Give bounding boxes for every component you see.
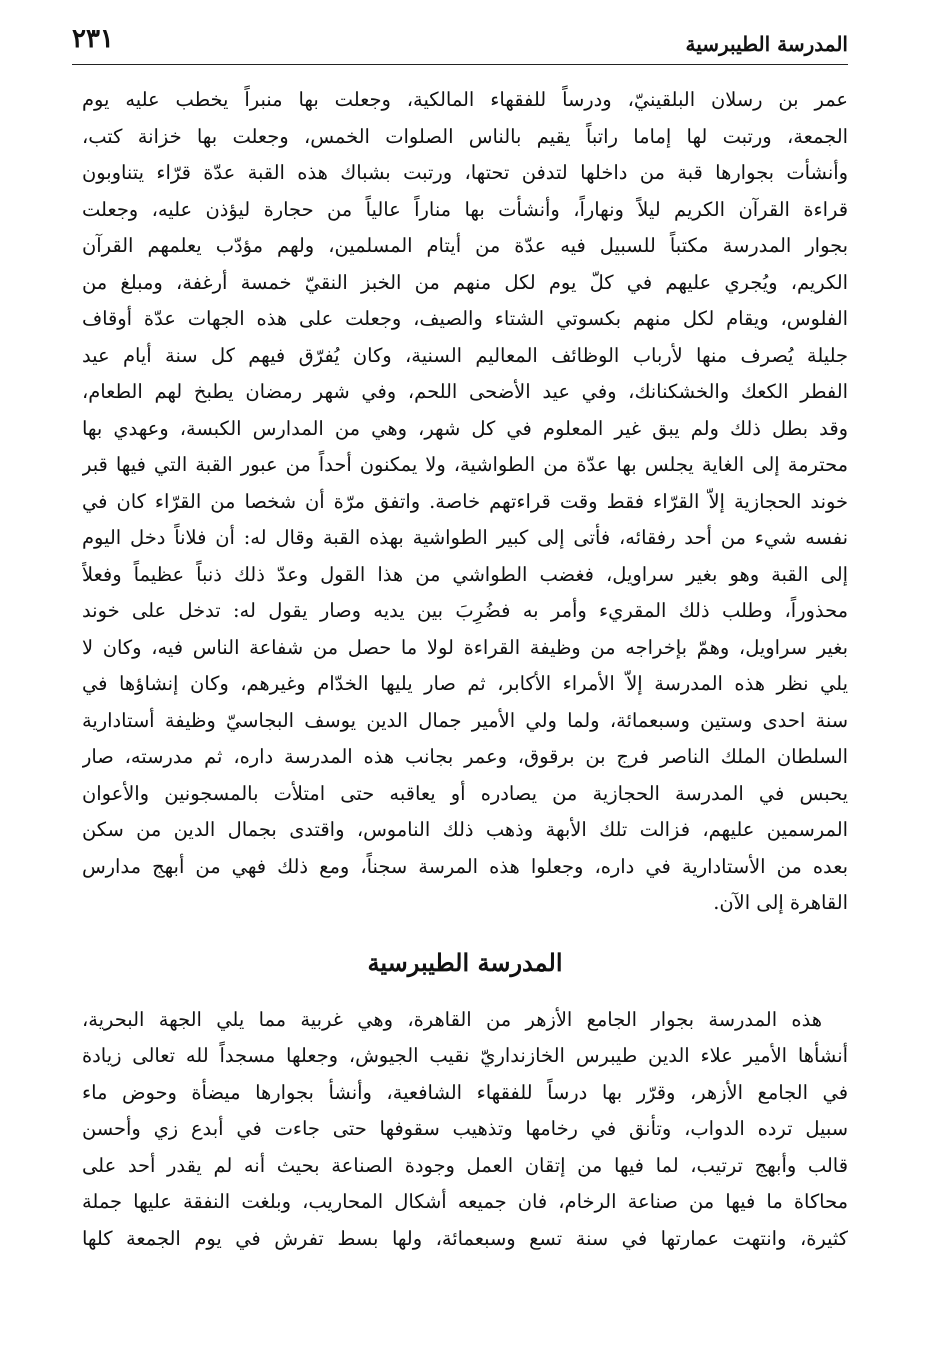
text-line: عمر بن رسلان البلقينيّ، ودرساً للفقهاء المالكية، وجعلت بها منبراً يخطب عليه يوم [82,88,848,111]
text-line: السلطان الملك الناصر فرج بن برقوق، وعمر بجانب هذه المدرسة داره، ثم مدرسته، صار [82,745,848,768]
text-line: قراءة القرآن الكريم ليلاً ونهاراً، وأنشأت بها مناراً عالياً من حجارة ليؤذن عليه، وجعلت [82,197,848,221]
text-line: يلي نظر هذه المدرسة إلاّ الأمراء الأكابر، ثم صار يليها الخدّام وغيرهم، وكان إنشاؤها في [82,672,848,695]
text-line: وأنشأت بجوارها قبة من داخلها لتدفن تحتها، ورتبت بشباك هذه القبة عدّة قرّاء يتناوبون [82,161,848,184]
page-number: ٢٣١ [72,24,114,54]
text-line: الفطر الكعك والخشكنانك، وفي عيد الأضحى اللحم، وفي شهر رمضان يطبخ لهم الطعام، [82,380,848,403]
text-line: محذوراً، وطلب ذلك المقريء وأمر به فضُرِبَ بين يديه وصار يقول له: تدخل على خوند [82,599,848,622]
text-line: محترمة إلى الغاية يجلس بها عدّة من الطواشية، ولا يمكنون أحداً من عبور القبة التي فيها قبر [82,453,848,476]
running-title: المدرسة الطيبرسية [685,32,848,56]
text-line: الكريم، ويُجري عليهم في كلّ يوم لكل منهم من الخبز النقيّ خمسة أرغفة، ومبلغ من [82,270,848,294]
book-page [72,24,848,1257]
text-line: الجمعة، ورتبت لها إماما راتباً يقيم بالناس الصلوات الخمس، وجعلت بها خزانة كتب، [82,124,848,148]
text-line: يحبس في المدرسة الحجازية من يصادره أو يعاقبه حتى امتلأت بالمسجونين والأعوان [82,781,848,805]
text-line: وقد بطل ذلك ولم يبق غير المعلوم في كل شهر، وهي من المدارس الكبسة، وعهدي بها [82,416,848,440]
text-line: أنشأها الأمير علاء الدين طيبرس الخازنداريّ نقيب الجيوش، وجعلها مسجداً لله تعالى زيادة [82,1044,848,1067]
text-line: محاكاة ما فيها من صناعة الرخام، فان جميعه أشكال المحاريب، وبلغت النفقة عليها جملة [82,1190,848,1213]
paragraph-section [82,1002,848,1258]
text-line-first: هذه المدرسة بجوار الجامع الأزهر من القاهرة، وهي غربية مما يلي الجهة البحرية، [82,1007,822,1031]
text-line: جليلة يُصرف منها لأرباب الوظائف المعاليم السنية، وكان يُفرّق فيهم كل سنة أيام عيد [82,343,848,367]
text-line: إلى القبة وهو بغير سراويل، فغضب الطواشي من هذا القول وعدّ ذلك ذنباً عظيماً وفعلاً [82,562,848,586]
paragraph-continued [82,82,848,922]
header-rule [72,64,848,65]
text-line: في الجامع الأزهر، وقرّر بها درساً للفقهاء الشافعية، وأنشأ بجوارها ميضأة وحوض ماء [82,1080,848,1104]
text-line: بغير سراويل، وهمّ بإخراجه من وظيفة القراءة لولا ما حصل من شفاعة الناس فيه، وكان لا [82,635,848,659]
text-line: بعده من الأستادارية في داره، وجعلوا هذه المرسة سجناً، ومع ذلك فهي من أبهج مدارس [82,854,848,878]
text-line-last: القاهرة إلى الآن. [713,891,848,914]
text-line: الفلوس، ويقام لكل منهم بكسوتي الشتاء والصيف، وجعلت على هذه الجهات عدّة أوقاف [82,307,848,330]
text-line: سنة احدى وستين وسبعمائة، ولما ولي الأمير جمال الدين يوسف البجاسيّ وظيفة أستادارية [82,708,848,732]
text-line: كثيرة، وانتهت عمارتها في سنة تسع وسبعمائة، ولها بسط تفرش في يوم الجمعة كلها [82,1226,848,1250]
text-line: المرسمين عليهم، فزالت تلك الأبهة وذهب ذلك الناموس، واقتدى بجمال الدين من سكن [82,818,848,841]
text-line: خوند الحجازية إلاّ القرّاء فقط وقت قراءتهم خاصة. واتفق مرّة أن شخصا من القرّاء كان في [82,489,848,513]
page-header [72,24,848,64]
text-line: سبيل ترده الدواب، وتأنق في رخامها وتذهيب سقوفها حتى جاءت في أبدع زي وأحسن [82,1117,848,1140]
text-line: نفسه شيء من أحد رفقائه، فأتى إلى كبير الطواشية بهذه القبة وقال له: أن فلاناً دخل اليوم [82,526,848,549]
section-heading: المدرسة الطيبرسية [367,947,563,977]
text-line: بجوار المدرسة مكتباً للسبيل فيه عدّة من أيتام المسلمين، ولهم مؤدّب يعلمهم القرآن [82,234,848,257]
text-line: قالب وأبهج ترتيب، لما فيها من إتقان العمل وجودة الصناعة بحيث أنه لم يقدر أحد على [82,1153,848,1177]
